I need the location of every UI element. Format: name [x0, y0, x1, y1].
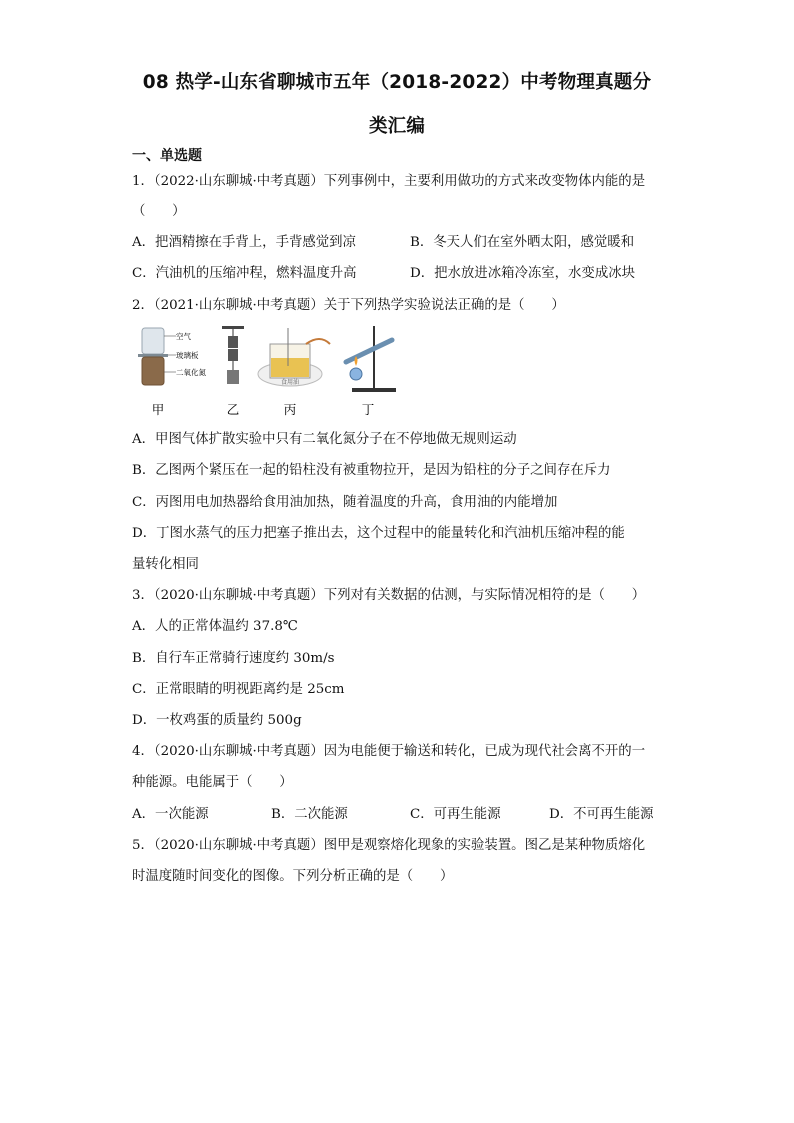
- question-2-option-c: C．丙图用电加热器给食用油加热，随着温度的升高，食用油的内能增加: [132, 495, 558, 510]
- question-3-option-b: B．自行车正常骑行速度约 30m/s: [132, 651, 335, 666]
- question-1-option-d: D．把水放进冰箱冷冻室，水变成冰块: [410, 266, 635, 281]
- question-3-option-c: C．正常眼睛的明视距离约是 25cm: [132, 682, 345, 697]
- question-5-stem: 5．（2020·山东聊城·中考真题）图甲是观察熔化现象的实验装置。图乙是某种物质熔化: [132, 838, 646, 853]
- question-4-option-a: A．一次能源: [132, 807, 209, 822]
- caption-ding: 丁: [361, 402, 375, 417]
- label-no2: 二氧化氮: [176, 368, 206, 377]
- question-4-option-b: B．二次能源: [271, 807, 348, 822]
- label-glass-plate: 玻璃板: [176, 351, 199, 360]
- question-2-option-d: D．丁图水蒸气的压力把塞子推出去，这个过程中的能量转化和汽油机压缩冲程的能: [132, 526, 625, 541]
- beaker-heater-icon: [258, 328, 330, 386]
- test-tube-stand-icon: [346, 326, 396, 392]
- question-4-stem-cont: 种能源。电能属于（ ）: [132, 775, 293, 790]
- section-heading: 一、单选题: [132, 148, 202, 164]
- question-4-option-d: D．不可再生能源: [549, 807, 654, 822]
- diffusion-apparatus-icon: [138, 328, 176, 385]
- question-2-stem: 2．（2021·山东聊城·中考真题）关于下列热学实验说法正确的是（ ）: [132, 298, 565, 313]
- caption-jia: 甲: [151, 402, 165, 417]
- question-1-option-b: B．冬天人们在室外晒太阳，感觉暖和: [410, 235, 635, 250]
- thermal-experiments-figure: [130, 322, 410, 422]
- question-1-stem-cont: （ ）: [132, 204, 186, 219]
- question-1-stem: 1．（2022·山东聊城·中考真题）下列事例中，主要利用做功的方式来改变物体内能的是: [132, 174, 646, 189]
- experiments-illustration: [130, 322, 410, 422]
- question-2-option-b: B．乙图两个紧压在一起的铅柱没有被重物拉开，是因为铅柱的分子之间存在斥力: [132, 463, 611, 478]
- question-5-stem-cont: 时温度随时间变化的图像。下列分析正确的是（ ）: [132, 869, 454, 884]
- question-3-option-a: A．人的正常体温约 37.8℃: [132, 619, 298, 634]
- question-4-stem: 4．（2020·山东聊城·中考真题）因为电能便于输送和转化，已成为现代社会离不开的一: [132, 744, 646, 759]
- question-2-option-a: A．甲图气体扩散实验中只有二氧化氮分子在不停地做无规则运动: [132, 432, 517, 447]
- document-title-line-1: 08 热学-山东省聊城市五年（2018-2022）中考物理真题分: [142, 72, 652, 93]
- question-3-option-d: D．一枚鸡蛋的质量约 500g: [132, 713, 302, 728]
- label-air: 空气: [176, 332, 191, 341]
- question-3-stem: 3．（2020·山东聊城·中考真题）下列对有关数据的估测，与实际情况相符的是（ ）: [132, 588, 646, 603]
- question-1-option-a: A．把酒精擦在手背上，手背感觉到凉: [132, 235, 356, 250]
- question-2-option-d-cont: 量转化相同: [132, 557, 199, 572]
- question-4-option-c: C．可再生能源: [410, 807, 501, 822]
- question-1-option-c: C．汽油机的压缩冲程，燃料温度升高: [132, 266, 357, 281]
- lead-cylinders-icon: [222, 326, 244, 384]
- caption-yi: 乙: [226, 402, 240, 417]
- document-title-line-2: 类汇编: [368, 116, 426, 137]
- label-oil: 食用油: [281, 379, 300, 386]
- caption-bing: 丙: [283, 402, 297, 417]
